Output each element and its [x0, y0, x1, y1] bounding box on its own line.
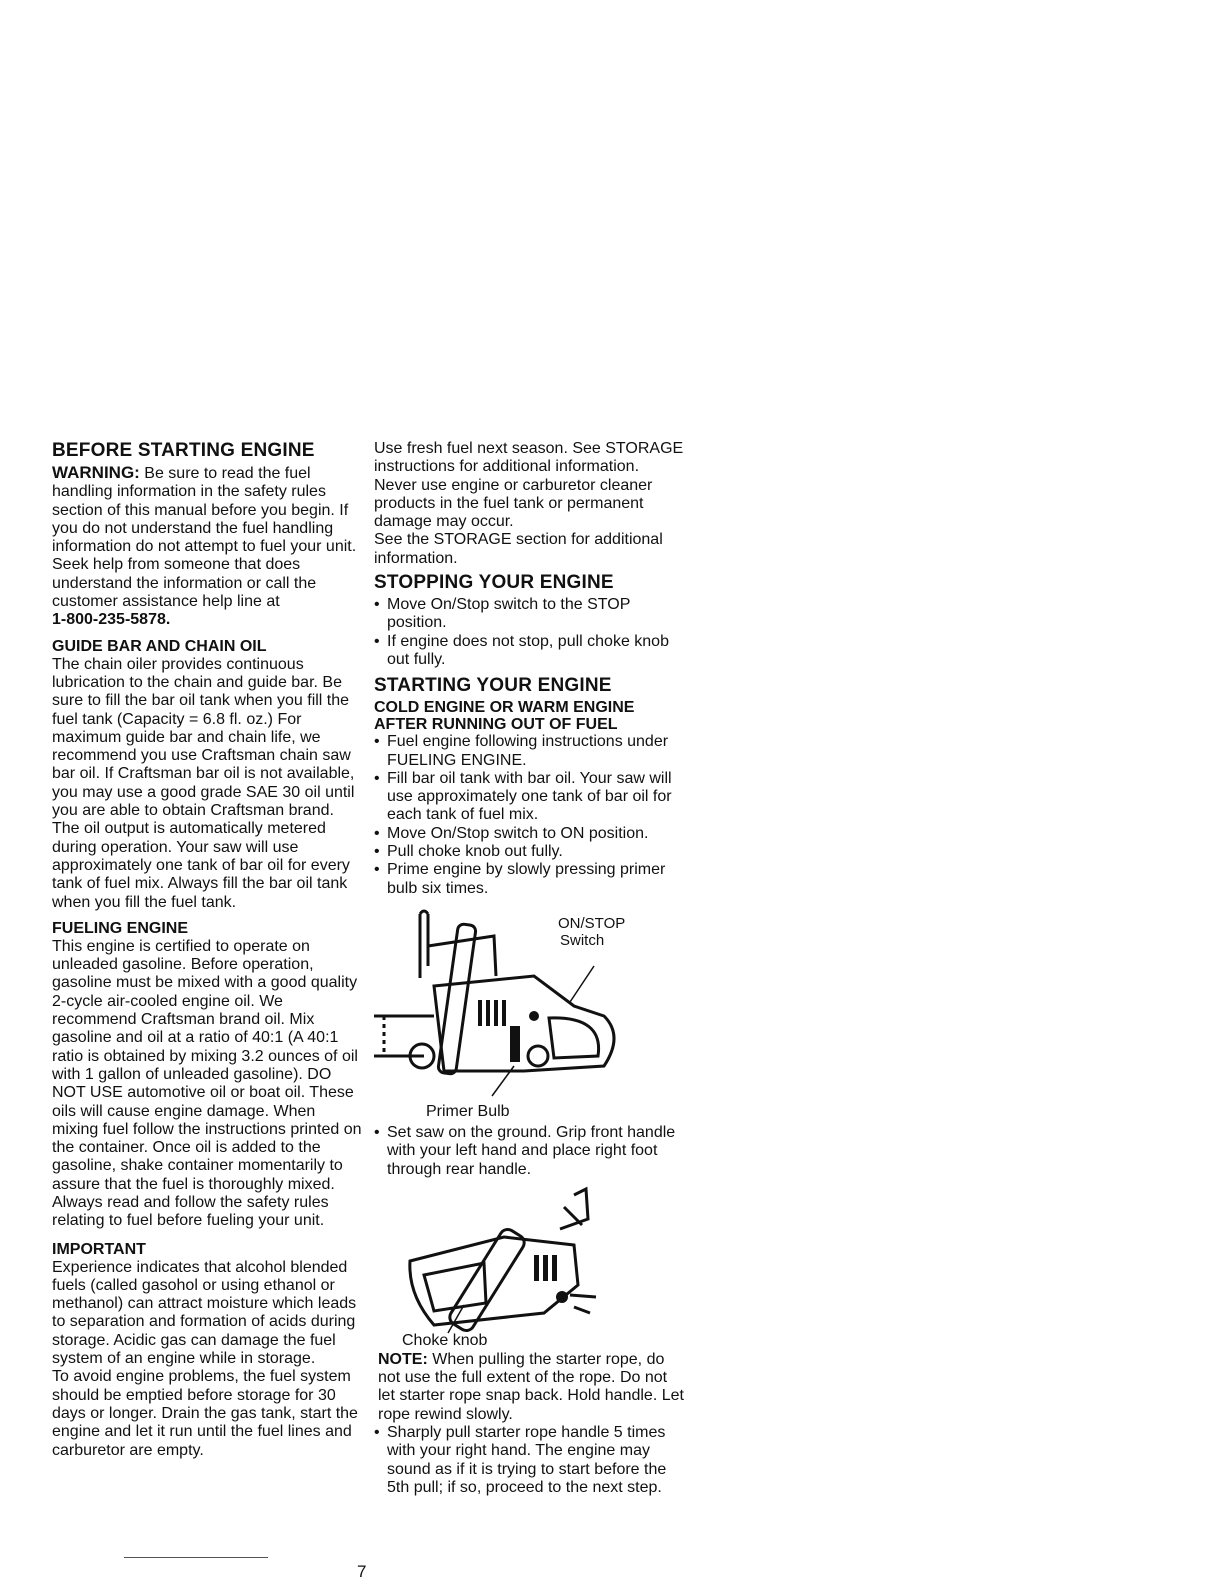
guide-bar-heading: GUIDE BAR AND CHAIN OIL: [52, 637, 267, 655]
storage-text-1: Use fresh fuel next season. See STORAGE instructions for additional information.: [374, 440, 684, 476]
page-number: 7: [357, 1562, 367, 1581]
on-stop-figure: [374, 906, 686, 1124]
choke-knob-label: Choke knob: [402, 1331, 488, 1349]
list-item: • Sharply pull starter rope handle 5 times with your right hand. The engine may sound as if it is trying to start before the 5th pull; if so, proceed to the next step.: [374, 1424, 686, 1497]
important-text-1: Experience indicates that alcohol blended fuels (called gasohol or using ethanol or methanol) can attract moisture which leads to separation and formation of acids during storage. Acidic gas can damage the fuel system of an engine while in storage.: [52, 1258, 357, 1368]
help-line-phone: 1-800-235-5878.: [52, 611, 171, 629]
fueling-heading: FUELING ENGINE: [52, 919, 189, 937]
guide-bar-text: The chain oiler provides continuous lubrication to the chain and guide bar. Be sure to fill the bar oil tank when you fill the fuel tank (Capacity = 6.8 fl. oz.) For maximum guide bar and chain life, we recommend you use Craftsman chain saw bar oil. If Craftsman bar oil is not available, you may use a good grade SAE 30 oil until you are able to obtain Craftsman brand. The oil output is automatically metered during operation. Your saw will use approximately one tank of bar oil for every tank of fuel mix. Always fill the bar oil tank when you fill the fuel tank.: [52, 655, 355, 911]
list-item: • Fill bar oil tank with bar oil. Your saw will use approximately one tank of bar oil for each tank of fuel mix.: [374, 770, 686, 825]
list-item: • Set saw on the ground. Grip front handle with your left hand and place right foot through rear handle.: [374, 1124, 686, 1179]
set-saw-list: [374, 1124, 686, 1179]
list-item: • Pull choke knob out fully.: [374, 843, 686, 861]
note-paragraph: [374, 1351, 686, 1424]
list-item: • Fuel engine following instructions under FUELING ENGINE.: [374, 733, 686, 770]
choke-knob-figure: [374, 1185, 686, 1351]
footer-rule: [124, 1557, 268, 1558]
storage-text-2: Never use engine or carburetor cleaner products in the fuel tank or permanent damage may occur.: [374, 476, 653, 531]
warning-text: Be sure to read the fuel handling information in the safety rules section of this manual before you begin. If you do not understand the fuel handling information do not attempt to fuel your unit. Seek help from someone that does understand the information or call the customer assistance help line at: [52, 465, 357, 611]
on-stop-label: ON/STOP: [558, 914, 626, 932]
left-column: [52, 440, 364, 1460]
stopping-list: [374, 596, 686, 669]
switch-label: Switch: [560, 931, 605, 949]
chainsaw-choke-illustration: [374, 1185, 686, 1335]
list-item: • Move On/Stop switch to the STOP position.: [374, 596, 686, 633]
warning-label: WARNING:: [52, 463, 140, 482]
list-item: • Move On/Stop switch to ON position.: [374, 825, 686, 843]
starting-list: [374, 733, 686, 898]
starting-heading: STARTING YOUR ENGINE: [374, 675, 612, 697]
warning-paragraph: [52, 464, 364, 611]
storage-text-3: See the STORAGE section for additional information.: [374, 531, 663, 567]
pull-list: [374, 1424, 686, 1497]
chainsaw-switch-illustration: [374, 906, 686, 1106]
list-item: • Prime engine by slowly pressing primer bulb six times.: [374, 861, 686, 898]
stopping-heading: STOPPING YOUR ENGINE: [374, 572, 614, 594]
before-starting-heading: BEFORE STARTING ENGINE: [52, 440, 315, 461]
note-label: NOTE:: [378, 1350, 428, 1368]
note-text: When pulling the starter rope, do not use the full extent of the rope. Do not let starter rope snap back. Hold handle. Let rope rewind slowly.: [378, 1350, 684, 1423]
right-column: [374, 440, 686, 1497]
list-item: • If engine does not stop, pull choke knob out fully.: [374, 633, 686, 670]
cold-engine-heading: COLD ENGINE OR WARM ENGINE AFTER RUNNING OUT OF FUEL: [374, 699, 635, 734]
fueling-text: This engine is certified to operate on unleaded gasoline. Before operation, gasoline must be mixed with a good quality 2-cycle air-cooled engine oil. We recommend Craftsman brand oil. Mix gasoline and oil at a ratio of 40:1 (A 40:1 ratio is obtained by mixing 3.2 ounces of oil with 1 gallon of unleaded gasoline). DO NOT USE automotive oil or boat oil. These oils will cause engine damage. When mixing fuel follow the instructions printed on the container. Once oil is added to the gasoline, shake container momentarily to assure that the fuel is thoroughly mixed. Always read and follow the safety rules relating to fuel before fueling your unit.: [52, 937, 362, 1230]
important-text-2: To avoid engine problems, the fuel system should be emptied before storage for 30 days or longer. Drain the gas tank, start the engine and let it run until the fuel lines and carburetor are empty.: [52, 1368, 358, 1459]
primer-bulb-label: Primer Bulb: [426, 1102, 510, 1120]
important-heading: IMPORTANT: [52, 1240, 146, 1258]
